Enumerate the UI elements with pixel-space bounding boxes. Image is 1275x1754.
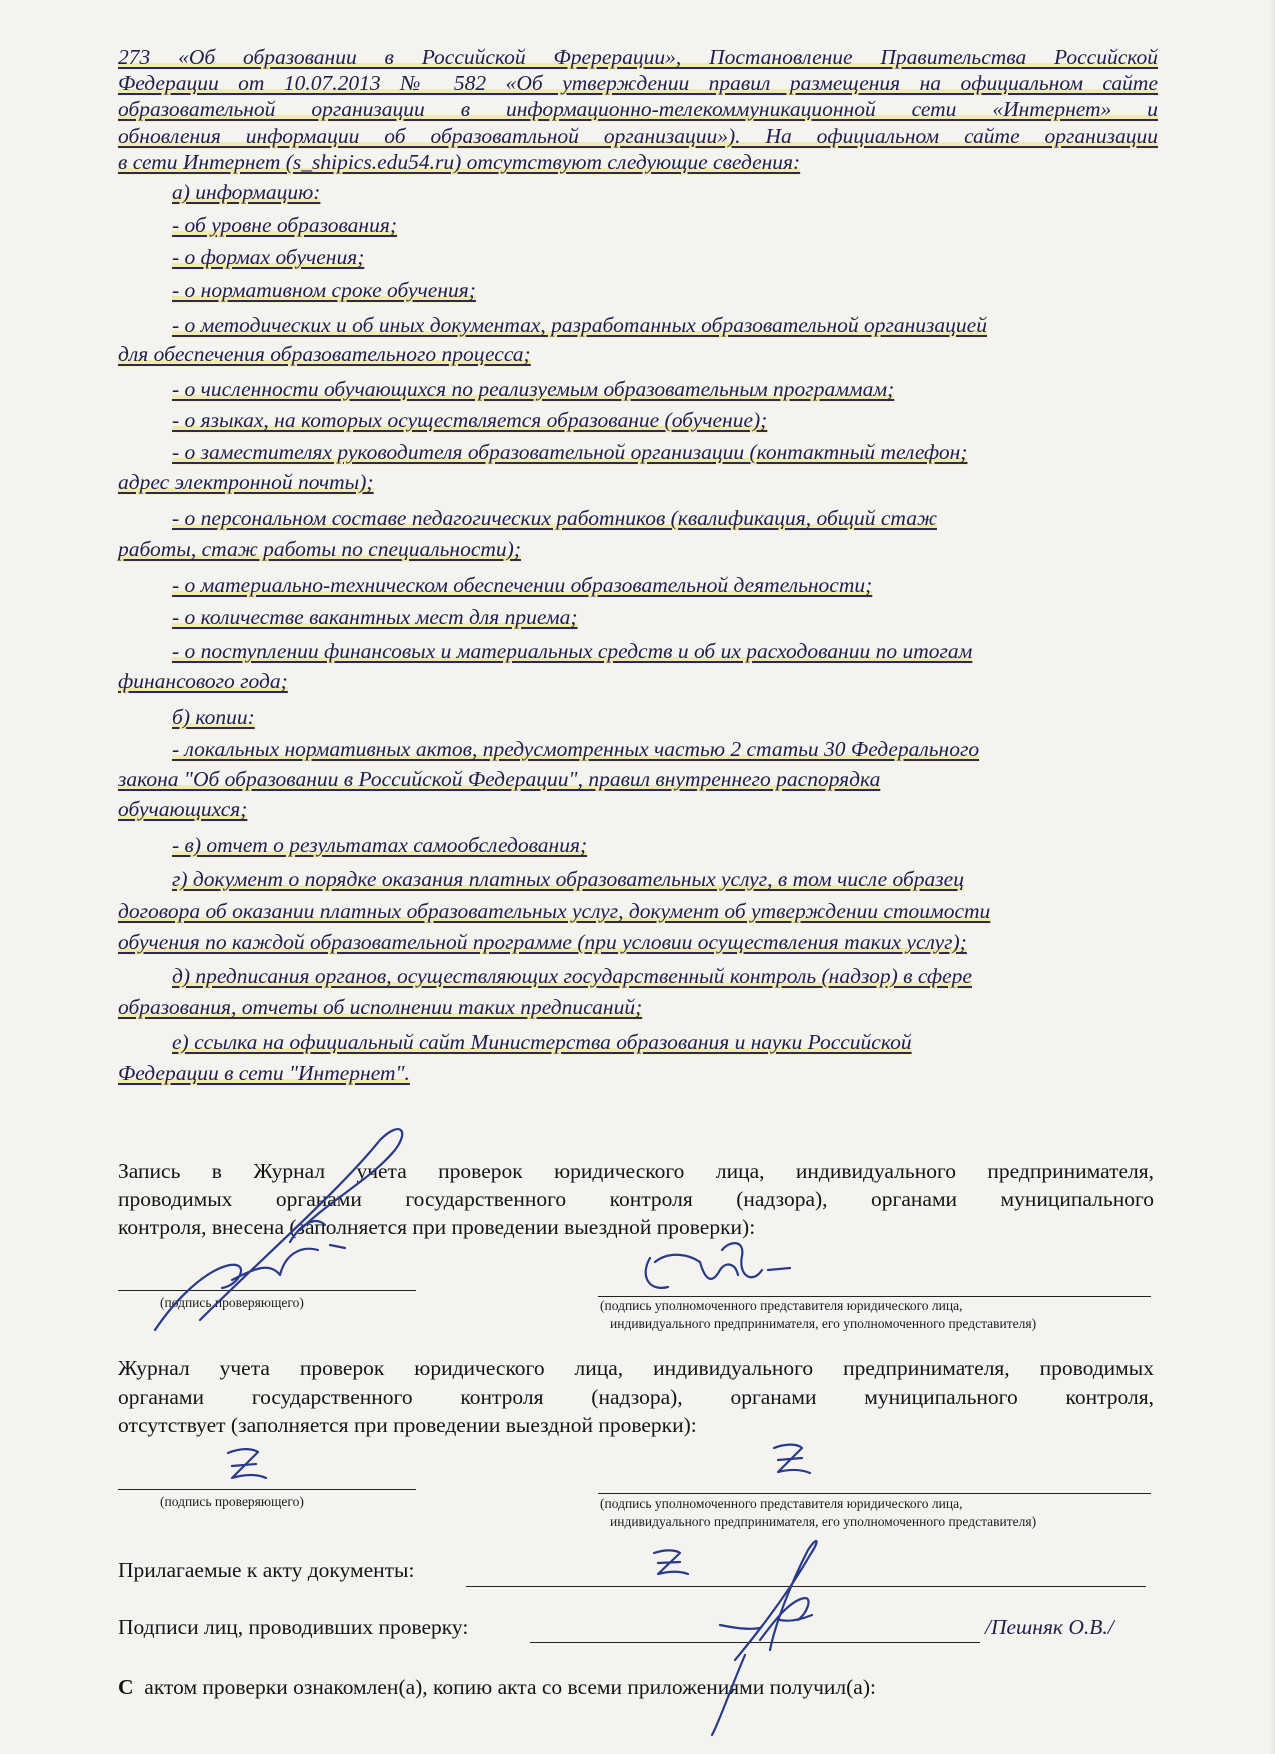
list-line: - локальных нормативных актов, предусмотренных частью 2 статьи 30 Федерального bbox=[172, 737, 980, 761]
final-signature-mark bbox=[712, 1541, 817, 1735]
list-line: работы, стаж работы по специальности); bbox=[118, 537, 521, 561]
journal_absent-line: органами государственного контроля (надзора), органами муниципального контроля, bbox=[118, 1385, 1154, 1409]
list-line: а) информацию: bbox=[172, 180, 321, 204]
list-line: - о количестве вакантных мест для приема; bbox=[172, 605, 578, 629]
acquainted-line bbox=[118, 1673, 876, 1701]
top-paragraph-line: в сети Интернет (s_shipics.edu54.ru) отсутствуют следующие сведения: bbox=[118, 150, 801, 174]
representative-z-mark bbox=[774, 1445, 810, 1473]
list-line: Федерации в сети "Интернет". bbox=[118, 1061, 410, 1085]
journal_absent-line: отсутствует (заполняется при проведении выездной проверки): bbox=[118, 1413, 697, 1437]
top-paragraph-line: образовательной организации в информационно-телекоммуникационной сети «Интернет» и bbox=[118, 97, 1158, 121]
list-line: е) ссылка на официальный сайт Министерства образования и науки Российской bbox=[172, 1030, 912, 1054]
list-line: д) предписания органов, осуществляющих государственный контроль (надзор) в сфере bbox=[172, 964, 972, 988]
list-line: закона "Об образовании в Российской Федерации", правил внутреннего распорядка bbox=[118, 767, 881, 791]
list-line: - о нормативном сроке обучения; bbox=[172, 278, 476, 302]
representative-signature-mark-1 bbox=[646, 1243, 790, 1288]
list-line: образования, отчеты об исполнении таких предписаний; bbox=[118, 995, 643, 1019]
journal_entry-line: контроля, внесена (заполняется при проведении выездной проверки): bbox=[118, 1215, 756, 1239]
list-line: - о персональном составе педагогических работников (квалификация, общий стаж bbox=[172, 506, 937, 530]
attached-z-mark bbox=[654, 1550, 688, 1574]
representative-signature-caption-2b: индивидуального предпринимателя, его уполномоченного представителя) bbox=[610, 1514, 1037, 1529]
journal_entry-line: Запись в Журнал учета проверок юридического лица, индивидуального предпринимателя, bbox=[118, 1159, 1154, 1183]
list-line: - о численности обучающихся по реализуемым образовательным программам; bbox=[172, 377, 895, 401]
list-line: финансового года; bbox=[118, 669, 288, 693]
inspector-name: /Пешняк О.В./ bbox=[985, 1615, 1114, 1639]
list-line: адрес электронной почты); bbox=[118, 470, 374, 494]
list-line: обучающихся; bbox=[118, 797, 248, 821]
list-line: - об уровне образования; bbox=[172, 213, 398, 237]
inspector-signatures-label: Подписи лиц, проводивших проверку: bbox=[118, 1615, 469, 1639]
acquainted-text: актом проверки ознакомлен(а), копию акта со всеми приложениями получил(а): bbox=[144, 1675, 876, 1699]
journal_entry-line: проводимых органами государственного контроля (надзора), органами муниципального bbox=[118, 1187, 1154, 1211]
list-line: договора об оказании платных образовательных услуг, документ об утверждении стоимости bbox=[118, 899, 991, 923]
list-line: - о формах обучения; bbox=[172, 245, 365, 269]
attached-documents-line bbox=[466, 1586, 1146, 1587]
scan-edge bbox=[1269, 0, 1275, 1754]
list-line: - о методических и об иных документах, разработанных образовательной организацией bbox=[172, 313, 987, 337]
inspector-signature-caption-1: (подпись проверяющего) bbox=[160, 1295, 304, 1310]
list-line: - о материально-техническом обеспечении образовательной деятельности; bbox=[172, 573, 873, 597]
attached-documents-label: Прилагаемые к акту документы: bbox=[118, 1558, 415, 1582]
representative-signature-caption-1b: индивидуального предпринимателя, его уполномоченного представителя) bbox=[610, 1316, 1037, 1331]
list-line: для обеспечения образовательного процесса; bbox=[118, 342, 531, 366]
list-line: обучения по каждой образовательной программе (при условии осуществления таких услуг); bbox=[118, 930, 967, 954]
representative-signature-caption-2a: (подпись уполномоченного представителя юридического лица, bbox=[600, 1496, 963, 1511]
list-line: б) копии: bbox=[172, 705, 255, 729]
acquainted-bold-letter: С bbox=[118, 1675, 134, 1699]
inspector-signature-line-2 bbox=[118, 1489, 416, 1490]
list-line: - о языках, на которых осуществляется образование (обучение); bbox=[172, 408, 768, 432]
list-line: - о поступлении финансовых и материальных средств и об их расходовании по итогам bbox=[172, 639, 973, 663]
inspector-signatures-line bbox=[530, 1642, 980, 1643]
inspector-z-mark bbox=[228, 1449, 266, 1478]
top-paragraph-line: обновления информации об образоватльной организации»). На официальном сайте организации bbox=[118, 124, 1158, 148]
list-line: г) документ о порядке оказания платных образовательных услуг, в том числе образец bbox=[172, 867, 964, 891]
top-paragraph-line: 273 «Об образовании в Российской Фререрации», Постановление Правительства Российской bbox=[118, 45, 1158, 69]
list-line: - о заместителях руководителя образовательной организации (контактный телефон; bbox=[172, 440, 968, 464]
representative-signature-caption-1a: (подпись уполномоченного представителя юридического лица, bbox=[600, 1298, 963, 1313]
top-paragraph-line: Федерации от 10.07.2013 № 582 «Об утверждении правил размещения на официальном сайте bbox=[118, 71, 1158, 95]
list-line: - в) отчет о результатах самообследования; bbox=[172, 833, 588, 857]
representative-signature-line-2 bbox=[598, 1493, 1151, 1494]
inspector-signature-caption-2: (подпись проверяющего) bbox=[160, 1494, 304, 1509]
inspector-signature-line-1 bbox=[118, 1290, 416, 1291]
journal_absent-line: Журнал учета проверок юридического лица, индивидуального предпринимателя, проводимых bbox=[118, 1356, 1154, 1380]
